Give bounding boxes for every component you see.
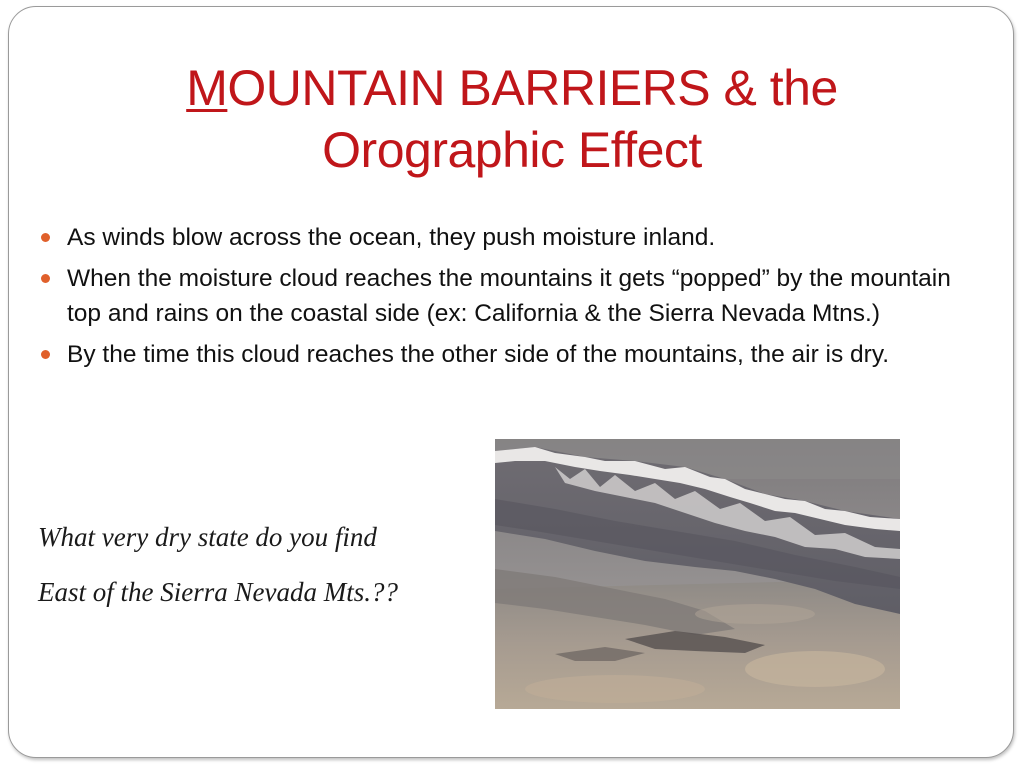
title-line-1-rest: OUNTAIN BARRIERS & the (227, 60, 838, 116)
mountain-aerial-photo (495, 439, 900, 709)
bullet-list (37, 220, 977, 378)
title-line-1 (9, 57, 1014, 119)
bullet-text: By the time this cloud reaches the other side of the mountains, the air is dry. (67, 341, 890, 368)
bullet-dot-icon (41, 233, 50, 242)
title-first-letter: M (186, 60, 228, 116)
bullet-item (37, 220, 977, 255)
bullet-dot-icon (41, 350, 50, 359)
bullet-item (37, 337, 977, 372)
bullet-text: As winds blow across the ocean, they push moisture inland. (67, 224, 716, 251)
question-line-2: East of the Sierra Nevada Mts.?? (38, 577, 398, 607)
bullet-item (37, 261, 977, 331)
bullet-text: When the moisture cloud reaches the mountains it gets “popped” by the mountain top and rains on the coastal side (ex: California & the Sierra Nevada Mtns.) (67, 265, 951, 327)
slide-title (9, 57, 1014, 181)
slide-frame (8, 6, 1014, 758)
bullet-dot-icon (41, 274, 50, 283)
title-line-2: Orographic Effect (322, 122, 702, 178)
question-line-1: What very dry state do you find (38, 522, 377, 552)
